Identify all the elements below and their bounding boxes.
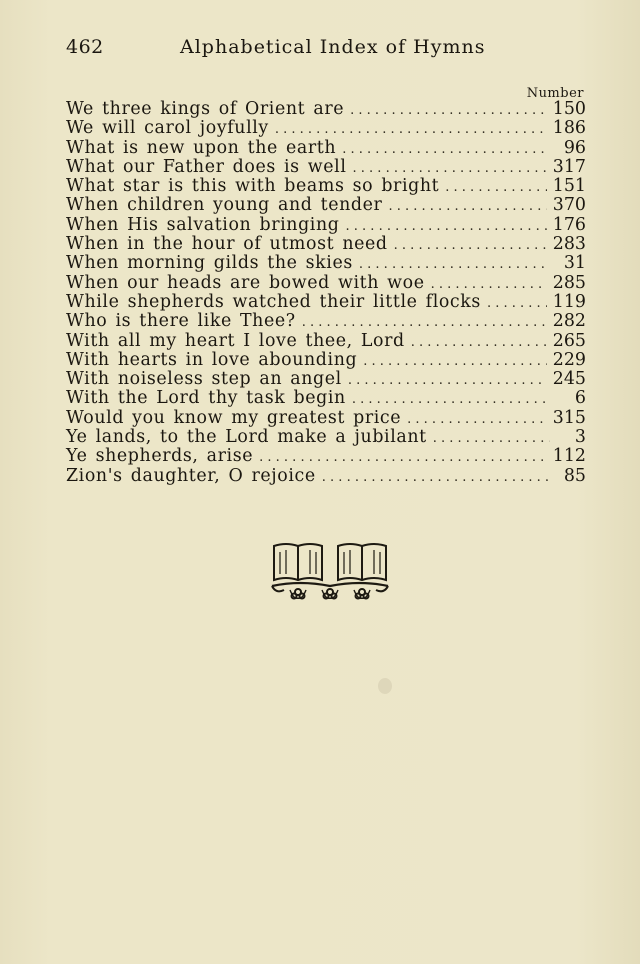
hymn-title: When in the hour of utmost need <box>66 234 388 255</box>
dot-leader <box>348 371 547 390</box>
dot-leader <box>342 140 550 159</box>
hymn-number: 6 <box>574 388 586 409</box>
hymn-title: Zion's daughter, O rejoice <box>66 465 316 486</box>
hymn-number: 176 <box>552 214 586 235</box>
hymn-title: With all my heart I love thee, Lord <box>66 330 405 351</box>
index-entry <box>66 119 586 138</box>
hymn-number: 31 <box>563 253 586 274</box>
hymn-title: With the Lord thy task begin <box>66 388 346 409</box>
dot-leader <box>275 120 547 139</box>
hymn-number: 112 <box>552 446 586 467</box>
hymn-number: 265 <box>552 330 586 351</box>
hymn-title: With noiseless step an angel <box>66 369 342 390</box>
index-entry <box>66 139 586 158</box>
dot-leader <box>388 197 546 216</box>
index-entry <box>66 216 586 235</box>
hymn-title: What star is this with beams so bright <box>66 176 440 197</box>
index-entry <box>66 293 586 312</box>
hymn-number: 151 <box>552 176 586 197</box>
page-header <box>66 36 586 62</box>
hymn-title: When our heads are bowed with woe <box>66 272 425 293</box>
dot-leader <box>407 410 547 429</box>
hymn-title: We three kings of Orient are <box>66 99 345 119</box>
book-ornament-icon <box>270 540 390 602</box>
hymn-title: Ye shepherds, arise <box>66 446 254 467</box>
hymn-number: 186 <box>552 118 586 139</box>
dot-leader <box>352 390 550 409</box>
dot-leader <box>259 448 547 467</box>
index-entry <box>66 177 586 196</box>
hymn-number: 283 <box>552 234 586 255</box>
hymn-number: 150 <box>552 99 586 119</box>
dot-leader <box>487 294 547 313</box>
index-entry <box>66 428 586 447</box>
hymn-number: 282 <box>552 311 586 332</box>
dot-leader <box>363 352 547 371</box>
hymn-number: 96 <box>563 137 586 158</box>
hymn-number: 317 <box>552 156 586 177</box>
number-column-label: Number <box>526 86 584 101</box>
running-title: Alphabetical Index of Hymns <box>180 36 486 58</box>
dot-leader <box>394 236 547 255</box>
index-entry <box>66 467 586 486</box>
hymn-title: When His salvation bringing <box>66 214 340 235</box>
hymn-title: Ye lands, to the Lord make a jubilant <box>66 427 427 448</box>
hymn-number: 285 <box>552 272 586 293</box>
index-entry <box>66 235 586 254</box>
dot-leader <box>302 313 547 332</box>
dot-leader <box>445 178 547 197</box>
hymn-title: Would you know my greatest price <box>66 407 402 428</box>
dot-leader <box>322 468 550 487</box>
index-entry <box>66 196 586 215</box>
hymn-title: With hearts in love abounding <box>66 349 358 370</box>
dot-leader <box>359 255 550 274</box>
index-entry <box>66 158 586 177</box>
hymn-number: 3 <box>574 427 586 448</box>
dot-leader <box>350 101 547 120</box>
index-entry <box>66 274 586 293</box>
dot-leader <box>433 429 550 448</box>
hymn-title: What is new upon the earth <box>66 137 337 158</box>
hymn-index-list <box>66 100 586 486</box>
hymn-number: 315 <box>552 407 586 428</box>
index-entry <box>66 312 586 331</box>
hymn-number: 370 <box>552 195 586 216</box>
hymn-title: We will carol joyfully <box>66 118 269 139</box>
index-entry <box>66 409 586 428</box>
page-number: 462 <box>66 36 104 58</box>
hymn-title: While shepherds watched their little flocks <box>66 291 481 312</box>
hymn-number: 119 <box>552 291 586 312</box>
hymn-number: 245 <box>552 369 586 390</box>
index-entry <box>66 100 586 119</box>
paper-smudge <box>378 678 392 694</box>
index-entry <box>66 332 586 351</box>
index-entry <box>66 389 586 408</box>
hymn-title: What our Father does is well <box>66 156 347 177</box>
hymn-number: 85 <box>563 465 586 486</box>
index-entry <box>66 370 586 389</box>
hymn-number: 229 <box>552 349 586 370</box>
hymn-title: When morning gilds the skies <box>66 253 353 274</box>
hymn-title: Who is there like Thee? <box>66 311 296 332</box>
index-entry <box>66 351 586 370</box>
index-entry <box>66 254 586 273</box>
dot-leader <box>411 333 547 352</box>
hymn-title: When children young and tender <box>66 195 383 216</box>
index-entry <box>66 447 586 466</box>
